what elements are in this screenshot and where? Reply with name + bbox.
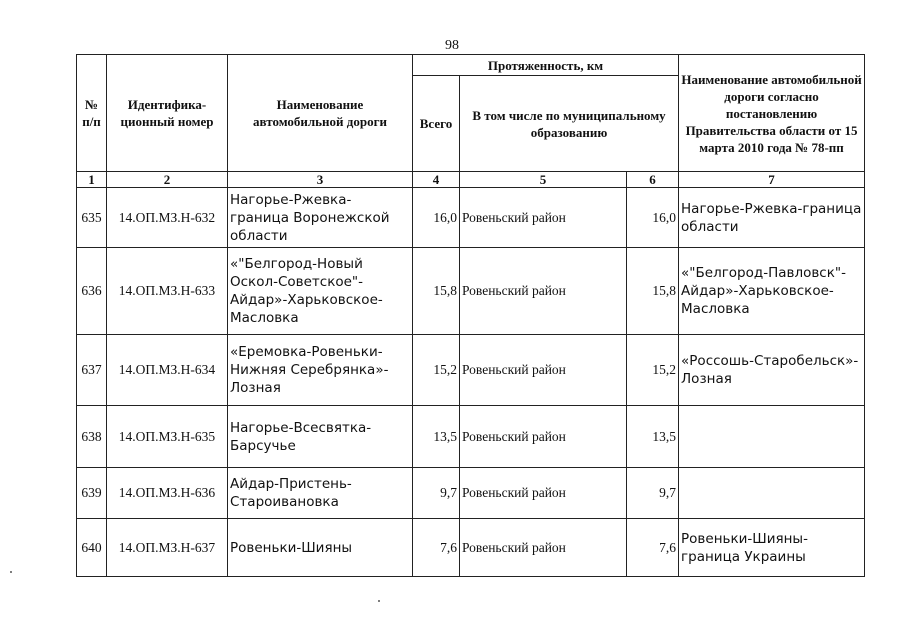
gov-road-name: Ровеньки-Шияны-граница Украины xyxy=(679,519,865,577)
length-total: 15,8 xyxy=(413,248,460,335)
scan-speck xyxy=(10,571,12,573)
column-number: 5 xyxy=(460,172,627,188)
road-id: 14.ОП.МЗ.Н-633 xyxy=(107,248,228,335)
municipal-length: 15,2 xyxy=(627,335,679,406)
gov-road-name: «Россошь-Старобельск»-Лозная xyxy=(679,335,865,406)
table-row xyxy=(77,248,865,335)
row-number: 635 xyxy=(77,188,107,248)
road-name: «Еремовка-Ровеньки-Нижняя Серебрянка»-Лозная xyxy=(228,335,413,406)
road-name: Айдар-Пристень-Староивановка xyxy=(228,468,413,519)
municipality: Ровеньский район xyxy=(460,248,627,335)
road-name: Ровеньки-Шияны xyxy=(228,519,413,577)
gov-road-name xyxy=(679,406,865,468)
header-col-total: Всего xyxy=(413,76,460,172)
column-number: 3 xyxy=(228,172,413,188)
road-id: 14.ОП.МЗ.Н-636 xyxy=(107,468,228,519)
road-name: Нагорье-Всесвятка-Барсучье xyxy=(228,406,413,468)
gov-road-name: «"Белгород-Павловск"-Айдар»-Харьковское-Масловка xyxy=(679,248,865,335)
table-row xyxy=(77,468,865,519)
gov-road-name: Нагорье-Ржевка-граница области xyxy=(679,188,865,248)
row-number: 636 xyxy=(77,248,107,335)
header-col-gov: Наименование автомобильной дороги согласно постановлению Правительства области от 15 марта 2010 года № 78-пп xyxy=(679,55,865,172)
column-number: 1 xyxy=(77,172,107,188)
header-col-length: Протяженность, км xyxy=(413,55,679,76)
table-row xyxy=(77,188,865,248)
row-number: 637 xyxy=(77,335,107,406)
row-number: 640 xyxy=(77,519,107,577)
header-col-num: № п/п xyxy=(77,55,107,172)
scan-speck xyxy=(378,600,380,602)
table-row xyxy=(77,335,865,406)
road-id: 14.ОП.МЗ.Н-634 xyxy=(107,335,228,406)
header-col-municipal: В том числе по муниципальному образованию xyxy=(460,76,679,172)
length-total: 7,6 xyxy=(413,519,460,577)
municipal-length: 15,8 xyxy=(627,248,679,335)
municipality: Ровеньский район xyxy=(460,335,627,406)
municipal-length: 16,0 xyxy=(627,188,679,248)
row-number: 638 xyxy=(77,406,107,468)
column-number: 2 xyxy=(107,172,228,188)
municipality: Ровеньский район xyxy=(460,406,627,468)
column-number: 6 xyxy=(627,172,679,188)
road-id: 14.ОП.МЗ.Н-632 xyxy=(107,188,228,248)
municipal-length: 9,7 xyxy=(627,468,679,519)
municipal-length: 13,5 xyxy=(627,406,679,468)
column-number: 4 xyxy=(413,172,460,188)
length-total: 15,2 xyxy=(413,335,460,406)
municipality: Ровеньский район xyxy=(460,468,627,519)
column-numbers-row xyxy=(77,172,865,188)
header-col-id: Идентифика-ционный номер xyxy=(107,55,228,172)
table-row xyxy=(77,519,865,577)
municipal-length: 7,6 xyxy=(627,519,679,577)
length-total: 16,0 xyxy=(413,188,460,248)
roads-table xyxy=(76,54,865,577)
road-name: Нагорье-Ржевка-граница Воронежской области xyxy=(228,188,413,248)
municipality: Ровеньский район xyxy=(460,188,627,248)
gov-road-name xyxy=(679,468,865,519)
length-total: 9,7 xyxy=(413,468,460,519)
row-number: 639 xyxy=(77,468,107,519)
road-name: «"Белгород-Новый Оскол-Советское"-Айдар»-Харьковское-Масловка xyxy=(228,248,413,335)
page-number: 98 xyxy=(445,38,459,53)
header-col-road: Наименование автомобильной дороги xyxy=(228,55,413,172)
municipality: Ровеньский район xyxy=(460,519,627,577)
road-id: 14.ОП.МЗ.Н-635 xyxy=(107,406,228,468)
table-row xyxy=(77,406,865,468)
column-number: 7 xyxy=(679,172,865,188)
length-total: 13,5 xyxy=(413,406,460,468)
road-id: 14.ОП.МЗ.Н-637 xyxy=(107,519,228,577)
